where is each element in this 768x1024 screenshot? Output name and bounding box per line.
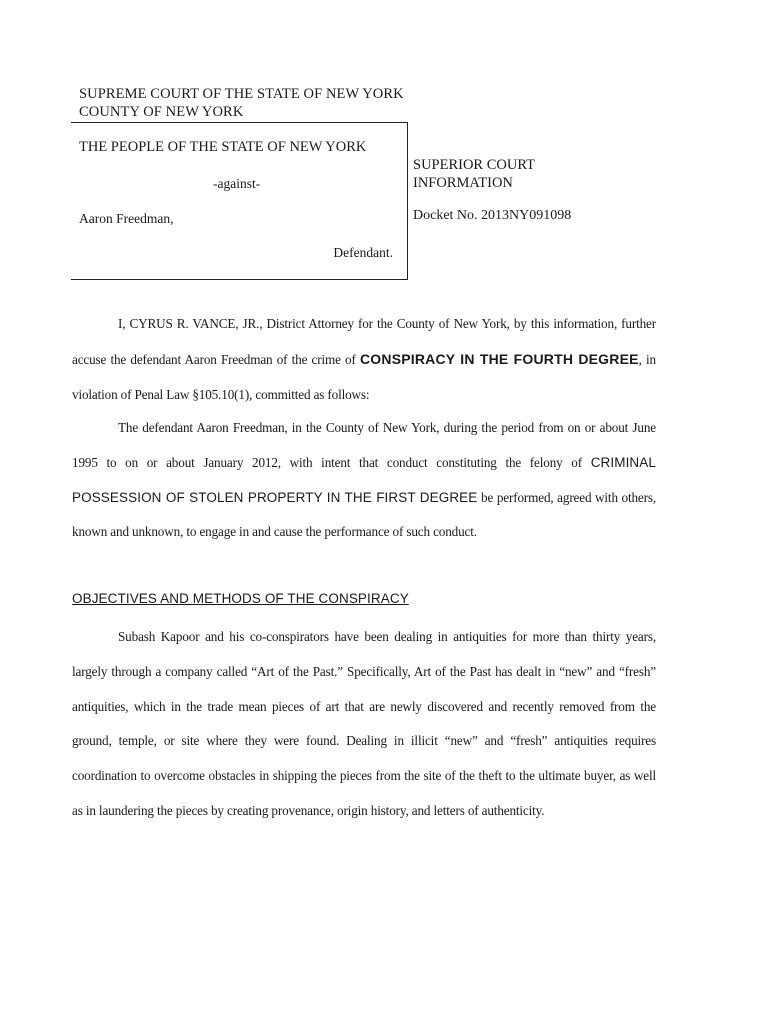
- paragraph-objectives-text: Subash Kapoor and his co-conspirators have been dealing in antiquities for more than thirty years, largely through a company called “Art of the Past.” Specifically, Art of the Past has dealt in “new” and “fresh” antiquities, which in the trade mean pieces of art that are newly discovered and recently removed from the ground, temple, or site where they were found. Dealing in illicit “new” and “fresh” antiquities requires coordination to overcome obstacles in shipping the pieces from the site of the theft to the ultimate buyer, as well as in laundering the pieces by creating provenance, origin history, and letters of authenticity.: [72, 629, 656, 818]
- document-type-line2: INFORMATION: [413, 175, 513, 191]
- paragraph-objectives: [72, 620, 656, 829]
- paragraph-facts-intro: The defendant Aaron Freedman, in the County of New York, during the period from on or about June 1995 to on or about January 2012, with intent that conduct constituting the felony of: [72, 420, 656, 470]
- court-heading: [79, 85, 404, 121]
- felony-name: CRIMINAL POSSESSION OF STOLEN PROPERTY IN THE FIRST DEGREE: [72, 454, 656, 505]
- crime-name: CONSPIRACY IN THE FOURTH DEGREE: [359, 350, 639, 367]
- paragraph-facts-outro: be performed, agreed with others, known and unknown, to engage in and cause the performance of such conduct.: [72, 489, 656, 540]
- county-name: COUNTY OF NEW YORK: [79, 104, 244, 120]
- section-heading: OBJECTIVES AND METHODS OF THE CONSPIRACY: [72, 591, 409, 606]
- against-label: -against-: [213, 176, 261, 191]
- docket-number: Docket No. 2013NY091098: [413, 208, 572, 223]
- paragraph-charge: [72, 307, 656, 412]
- document-type: [413, 156, 535, 192]
- defendant-label: Defendant.: [333, 245, 393, 260]
- case-caption-box: [71, 122, 408, 280]
- paragraph-charge-outro: , in violation of Penal Law §105.10(1), committed as follows:: [72, 351, 656, 402]
- document-type-line1: SUPERIOR COURT: [413, 157, 535, 173]
- paragraph-charge-intro: I, CYRUS R. VANCE, JR., District Attorney for the County of New York, by this information, further accuse the defendant Aaron Freedman of the crime of: [72, 316, 656, 367]
- defendant-name: Aaron Freedman,: [79, 211, 174, 226]
- plaintiff-name: THE PEOPLE OF THE STATE OF NEW YORK: [79, 139, 367, 155]
- paragraph-facts: [72, 411, 656, 550]
- court-name: SUPREME COURT OF THE STATE OF NEW YORK: [79, 86, 404, 102]
